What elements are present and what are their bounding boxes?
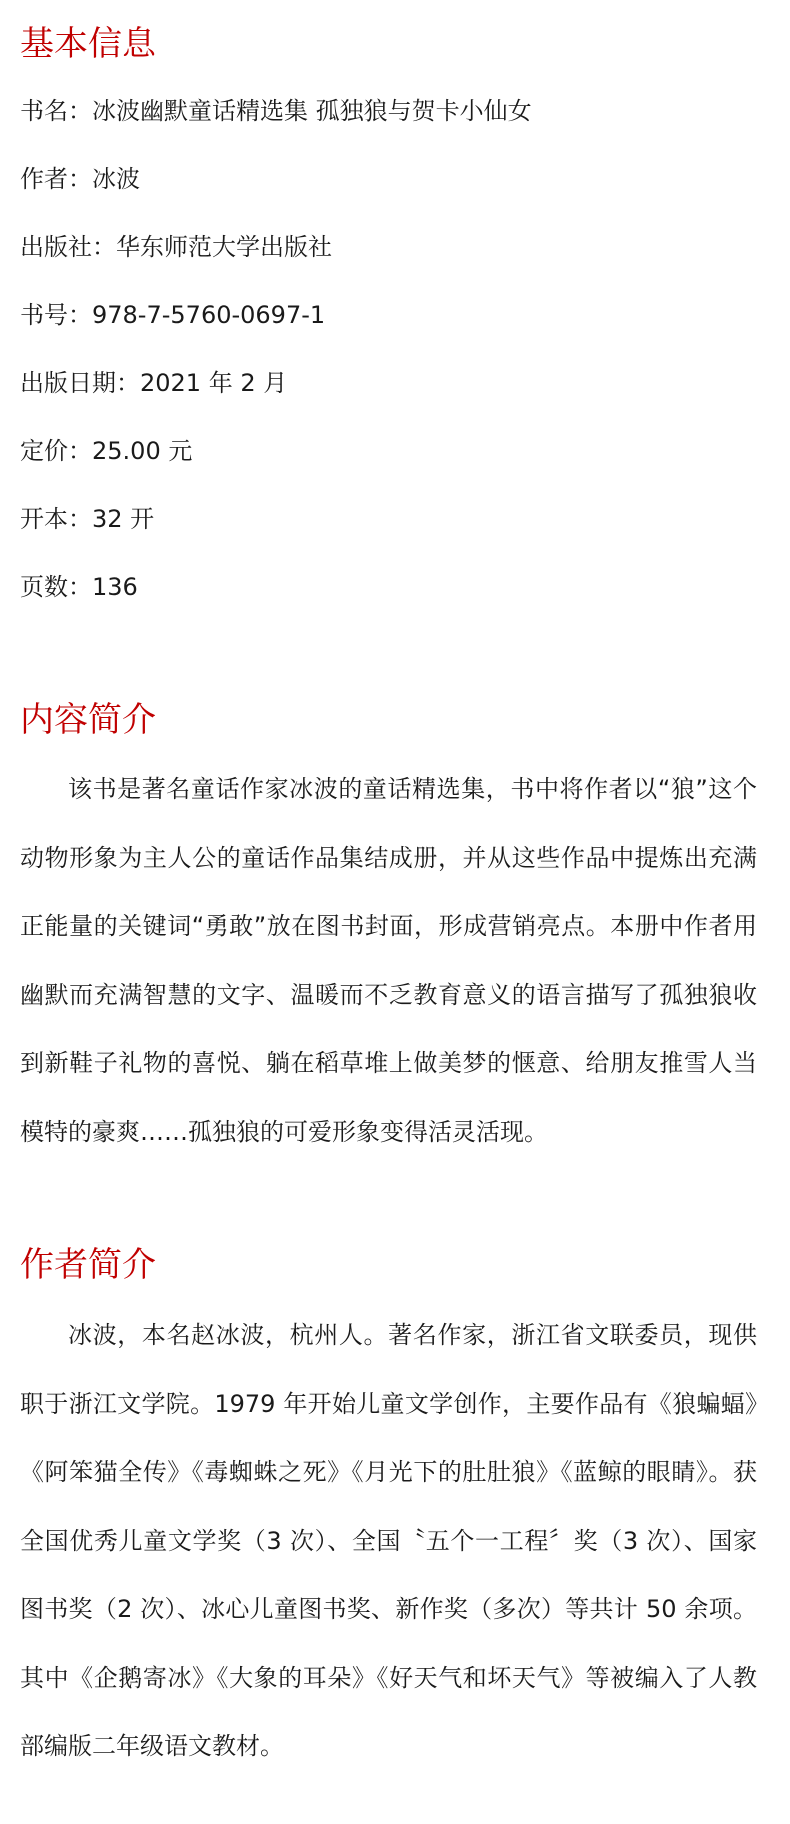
info-value: 32 开 [92, 505, 155, 533]
info-row-pages [20, 563, 532, 631]
info-row-format [20, 495, 532, 563]
info-value: 978-7-5760-0697-1 [92, 301, 326, 329]
info-label: 书号： [20, 301, 92, 329]
info-row-publisher [20, 223, 532, 291]
info-row-title [20, 87, 532, 155]
info-value: 华东师范大学出版社 [116, 233, 332, 261]
info-label: 出版社： [20, 233, 116, 261]
info-row-author [20, 155, 532, 223]
info-label: 出版日期： [20, 369, 140, 397]
content-intro-paragraph: 该书是著名童话作家冰波的童话精选集，书中将作者以“狼”这个动物形象为主人公的童话作品集结成册，并从这些作品中提炼出充满正能量的关键词“勇敢”放在图书封面，形成营销亮点。本册中作者用幽默而充满智慧的文字、温暖而不乏教育意义的语言描写了孤独狼收到新鞋子礼物的喜悦、躺在稻草堆上做美梦的惬意、给朋友推雪人当模特的豪爽……孤独狼的可爱形象变得活灵活现。 [20, 775, 757, 1146]
author-intro-paragraph: 冰波，本名赵冰波，杭州人。著名作家，浙江省文联委员，现供职于浙江文学院。1979 年开始儿童文学创作，主要作品有《狼蝙蝠》《阿笨猫全传》《毒蜘蛛之死》《月光下的肚肚狼》《蓝鲸的眼睛》。获全国优秀儿童文学奖（3 次）、全国〝五个一工程〞奖（3 次）、国家图书奖（2 次）、冰心儿童图书奖、新作奖（多次）等共计 50 余项。其中《企鹅寄冰》《大象的耳朵》《好天气和坏天气》等被编入了人教部编版二年级语文教材。 [20, 1321, 757, 1760]
info-value: 25.00 元 [92, 437, 193, 465]
basic-info-heading: 基本信息 [20, 24, 156, 64]
info-row-isbn [20, 291, 532, 359]
content-intro-heading: 内容简介 [20, 700, 156, 740]
info-row-publish-date [20, 359, 532, 427]
info-label: 开本： [20, 505, 92, 533]
info-label: 定价： [20, 437, 92, 465]
info-label: 页数： [20, 573, 92, 601]
info-value: 冰波 [92, 165, 140, 193]
info-label: 作者： [20, 165, 92, 193]
info-value: 2021 年 2 月 [140, 369, 288, 397]
info-value: 冰波幽默童话精选集 孤独狼与贺卡小仙女 [92, 97, 532, 125]
basic-info-list [20, 87, 532, 631]
info-row-price [20, 427, 532, 495]
author-intro-heading: 作者简介 [20, 1245, 156, 1285]
info-label: 书名： [20, 97, 92, 125]
info-value: 136 [92, 573, 138, 601]
